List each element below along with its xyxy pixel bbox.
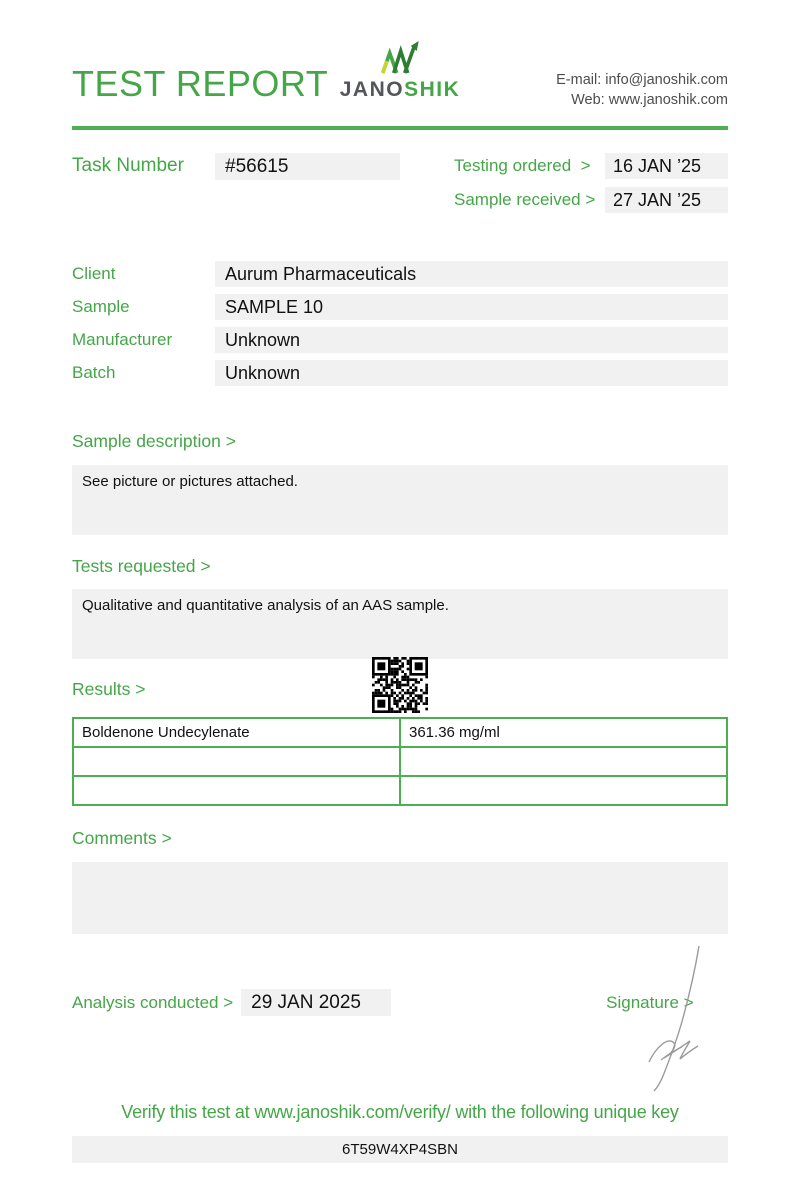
testing-ordered-field (605, 153, 728, 179)
analysis-date-field (241, 989, 391, 1016)
logo-wordmark (340, 78, 461, 102)
logo-shik: SHIK (404, 78, 461, 101)
logo-jano: JANO (339, 78, 405, 101)
header (72, 0, 728, 128)
contact-email (556, 70, 728, 90)
sample-received-row (454, 187, 728, 213)
task-number-field (215, 153, 400, 180)
sample-info (72, 261, 728, 386)
client-value: Aurum Pharmaceuticals (225, 263, 417, 284)
task-number-label: Task Number (72, 155, 184, 176)
sample-label: Sample (72, 297, 130, 316)
dates-group (454, 153, 728, 215)
results-zone (72, 659, 728, 715)
analysis-signature-row (72, 989, 728, 1016)
info-row-batch (72, 360, 728, 386)
sample-value: SAMPLE 10 (225, 296, 324, 317)
testing-ordered-value: 16 JAN ’25 (613, 155, 702, 176)
batch-value: Unknown (225, 362, 301, 383)
web-value: www.janoshik.com (608, 92, 728, 109)
header-divider (72, 126, 728, 130)
tests-requested-label: Tests requested > (72, 556, 211, 576)
results-table (72, 717, 728, 806)
result-substance: Boldenone Undecylenate (73, 718, 400, 747)
qr-code (372, 657, 428, 713)
manufacturer-label: Manufacturer (72, 330, 173, 349)
sample-received-label: Sample received > (454, 190, 596, 209)
verify-instruction: Verify this test at www.janoshik.com/verify/ with the following unique key (121, 1102, 679, 1122)
sample-received-value: 27 JAN ’25 (613, 189, 702, 210)
results-row-1 (73, 718, 727, 747)
result-concentration: 361.36 mg/ml (400, 718, 727, 747)
results-row-2 (73, 747, 727, 776)
signature-label: Signature > (606, 992, 694, 1012)
sample-received-field (605, 187, 728, 213)
batch-field (215, 360, 728, 386)
manufacturer-value: Unknown (225, 329, 301, 350)
result-substance-empty2 (73, 776, 400, 805)
info-row-manufacturer (72, 327, 728, 353)
result-concentration-empty (400, 747, 727, 776)
analysis-conducted-label: Analysis conducted > (72, 992, 234, 1012)
web-label: Web: (571, 92, 605, 109)
result-substance-empty (73, 747, 400, 776)
page-title: TEST REPORT (72, 63, 329, 104)
contact-info (556, 70, 728, 111)
results-row-3 (73, 776, 727, 805)
client-label: Client (72, 264, 116, 283)
comments-label: Comments > (72, 828, 172, 848)
task-section (72, 153, 728, 215)
info-row-client (72, 261, 728, 287)
email-value: info@janoshik.com (605, 72, 728, 88)
info-row-sample (72, 294, 728, 320)
janoshik-logo (340, 40, 461, 102)
analysis-date-value: 29 JAN 2025 (251, 991, 361, 1013)
signature-image (637, 942, 712, 1092)
result-concentration-empty2 (400, 776, 727, 805)
task-number-group (72, 153, 400, 215)
testing-ordered-label: Testing ordered > (454, 156, 591, 175)
comments-box (72, 862, 728, 934)
batch-label: Batch (72, 363, 116, 382)
chart-arrow-icon (375, 40, 425, 76)
unique-key-bar (72, 1136, 728, 1163)
unique-key-value: 6T59W4XP4SBN (342, 1141, 458, 1158)
email-label: E-mail: (556, 72, 602, 88)
sample-description-box: See picture or pictures attached. (72, 465, 728, 535)
sample-description-label: Sample description > (72, 431, 236, 451)
tests-requested-box: Qualitative and quantitative analysis of an AAS sample. (72, 589, 728, 659)
sample-field (215, 294, 728, 320)
results-label: Results > (72, 679, 146, 699)
contact-web (556, 90, 728, 110)
task-number-value: #56615 (225, 155, 289, 177)
manufacturer-field (215, 327, 728, 353)
testing-ordered-row (454, 153, 728, 179)
client-field (215, 261, 728, 287)
